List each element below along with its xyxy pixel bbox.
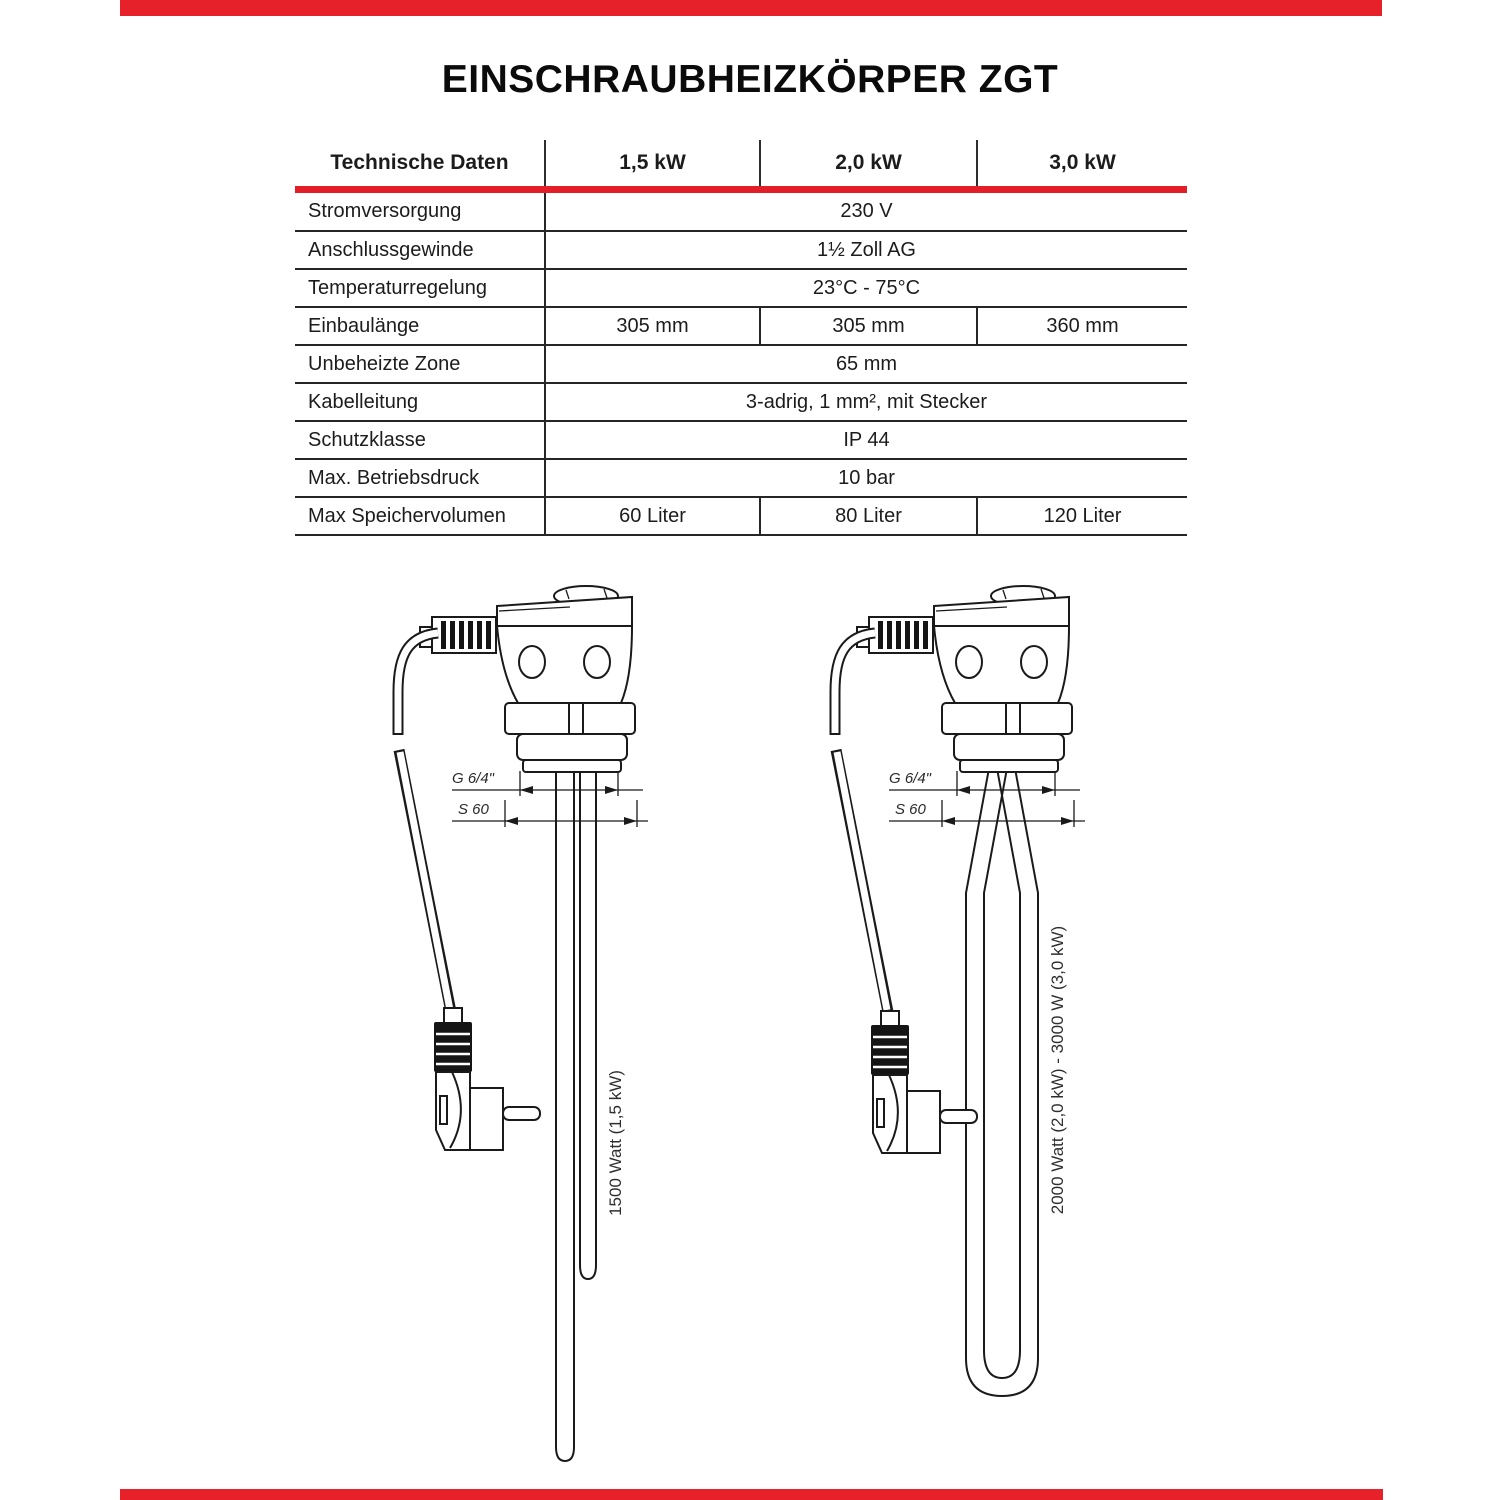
row-value: 120 Liter bbox=[1043, 504, 1122, 527]
table-row bbox=[295, 383, 1187, 421]
row-label: Max. Betriebsdruck bbox=[295, 459, 545, 497]
table-row bbox=[295, 345, 1187, 383]
page-title: EINSCHRAUBHEIZKÖRPER ZGT bbox=[441, 58, 1059, 101]
row-value: 3-adrig, 1 mm², mit Stecker bbox=[745, 390, 988, 413]
row-value: IP 44 bbox=[843, 428, 890, 451]
spec-table-body bbox=[295, 193, 1187, 535]
red-divider bbox=[295, 186, 1187, 193]
table-row bbox=[295, 307, 1187, 345]
table-header-row bbox=[295, 140, 1187, 186]
table-row bbox=[295, 459, 1187, 497]
row-label: Schutzklasse bbox=[295, 421, 545, 459]
power-cable-right bbox=[835, 633, 888, 1012]
column-header: 1,5 kW bbox=[545, 140, 760, 186]
row-value: 60 Liter bbox=[545, 497, 760, 535]
spec-table bbox=[295, 140, 1187, 536]
row-value: 305 mm bbox=[760, 307, 977, 345]
row-label: Anschlussgewinde bbox=[295, 231, 545, 269]
thermostat-head-right bbox=[857, 586, 1085, 827]
table-row bbox=[295, 269, 1187, 307]
row-label: Stromversorgung bbox=[295, 193, 545, 231]
row-value: 80 Liter bbox=[760, 497, 977, 535]
row-value: 1½ Zoll AG bbox=[817, 238, 916, 261]
power-rating-label-left: 1500 Watt (1,5 kW) bbox=[606, 1070, 625, 1216]
table-row bbox=[295, 231, 1187, 269]
row-value: 305 mm bbox=[545, 307, 760, 345]
power-rating-label-right: 2000 Watt (2,0 kW) - 3000 W (3,0 kW) bbox=[1048, 925, 1067, 1215]
spec-table-section bbox=[295, 140, 1187, 536]
row-value: 23°C - 75°C bbox=[812, 276, 921, 299]
heating-rod-right bbox=[966, 763, 1038, 1396]
column-header: 3,0 kW bbox=[1049, 151, 1116, 174]
table-row bbox=[295, 497, 1187, 535]
row-value: 230 V bbox=[840, 200, 893, 222]
heater-drawing-left bbox=[398, 586, 648, 1461]
thermostat-head-left bbox=[420, 586, 648, 827]
column-header: 2,0 kW bbox=[760, 140, 977, 186]
row-label: Max Speichervolumen bbox=[295, 497, 545, 535]
column-header: Technische Daten bbox=[295, 140, 545, 186]
row-label: Unbeheizte Zone bbox=[295, 345, 545, 383]
table-row bbox=[295, 421, 1187, 459]
row-value: 360 mm bbox=[1046, 314, 1119, 337]
schuko-plug-right bbox=[871, 1011, 977, 1153]
row-label: Einbaulänge bbox=[295, 307, 545, 345]
power-cable-left bbox=[398, 633, 451, 1012]
heater-drawing-right bbox=[835, 586, 1085, 1396]
heating-rod-left bbox=[556, 762, 596, 1461]
row-label: Temperaturregelung bbox=[295, 269, 545, 307]
schuko-plug-left bbox=[434, 1008, 540, 1150]
table-row bbox=[295, 193, 1187, 231]
row-label: Kabelleitung bbox=[295, 383, 545, 421]
row-value: 10 bar bbox=[838, 466, 895, 489]
row-value: 65 mm bbox=[835, 352, 898, 375]
